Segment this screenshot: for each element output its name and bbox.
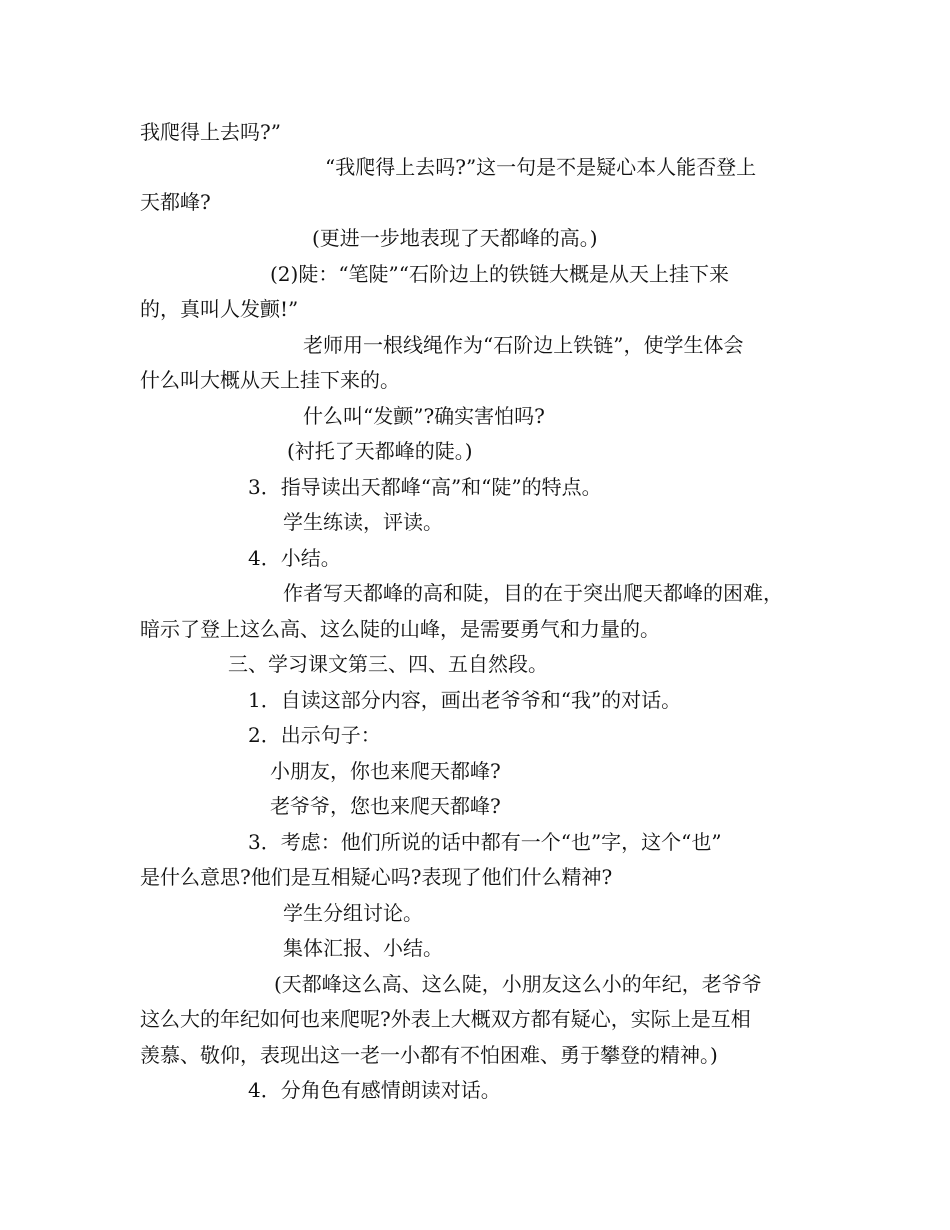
text-line: 天都峰? — [140, 190, 211, 214]
text-line: “我爬得上去吗?”这一句是不是疑心本人能否登上 — [325, 155, 757, 179]
text-line: 羡慕、敬仰，表现出这一老一小都有不怕困难、勇于攀登的精神。) — [140, 1043, 718, 1067]
text-line: 3．指导读出天都峰“高”和“陡”的特点。 — [248, 475, 602, 499]
text-line: 学生分组讨论。 — [283, 901, 423, 925]
text-line: 老爷爷，您也来爬天都峰? — [270, 794, 501, 818]
text-line: 老师用一根线绳作为“石阶边上铁链”，使学生体会 — [303, 333, 744, 357]
text-line: 2．出示句子： — [248, 723, 381, 747]
text-line: 这么大的年纪如何也来爬呢?外表上大概双方都有疑心，实际上是互相 — [140, 1007, 751, 1031]
text-line: 学生练读，评读。 — [283, 510, 443, 534]
text-line: 什么叫“发颤”?确实害怕吗? — [303, 404, 545, 428]
text-line: 我爬得上去吗?” — [140, 120, 281, 144]
text-line: 暗示了登上这么高、这么陡的山峰，是需要勇气和力量的。 — [140, 617, 660, 641]
text-line: (天都峰这么高、这么陡，小朋友这么小的年纪，老爷爷 — [274, 972, 762, 996]
text-line: 3．考虑：他们所说的话中都有一个“也”字，这个“也” — [248, 830, 722, 854]
text-line: (衬托了天都峰的陡。) — [287, 439, 473, 463]
text-line: 三、学习课文第三、四、五自然段。 — [228, 652, 548, 676]
text-line: (2)陡：“笔陡”“石阶边上的铁链大概是从天上挂下来 — [270, 262, 730, 286]
text-line: 什么叫大概从天上挂下来的。 — [140, 368, 400, 392]
text-line: 1．自读这部分内容，画出老爷爷和“我”的对话。 — [248, 688, 682, 712]
text-line: 的，真叫人发颤!” — [140, 297, 299, 321]
text-line: 4．分角色有感情朗读对话。 — [248, 1078, 501, 1102]
text-line: 作者写天都峰的高和陡，目的在于突出爬天都峰的困难， — [283, 581, 783, 605]
text-line: 4．小结。 — [248, 546, 341, 570]
text-line: 集体汇报、小结。 — [283, 936, 443, 960]
text-line: 小朋友，你也来爬天都峰? — [270, 759, 501, 783]
text-line: (更进一步地表现了天都峰的高。) — [312, 226, 598, 250]
text-line: 是什么意思?他们是互相疑心吗?表现了他们什么精神? — [140, 865, 613, 889]
